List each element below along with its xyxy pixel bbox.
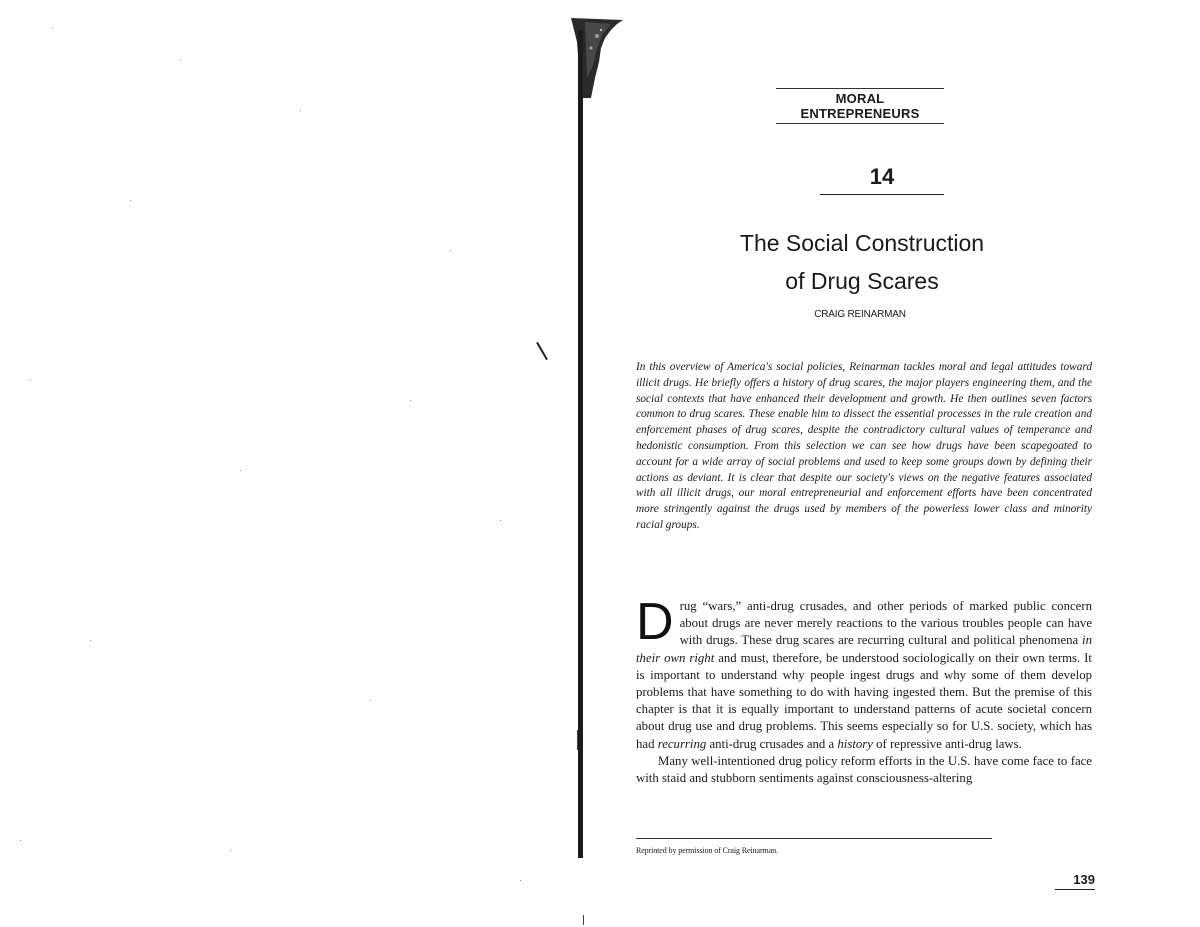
scan-mark	[583, 915, 584, 925]
running-head: MORAL ENTREPRENEURS	[776, 88, 944, 124]
drop-cap: D	[636, 593, 674, 651]
chapter-title	[700, 224, 1024, 300]
body-paragraph: Drug “wars,” anti-drug crusades, and other periods of marked public concern about drugs are never merely reactions to the various troubles people can have with drugs. These drug scares are recurring cultural and political phenomena in their own right and must, therefore, be understood sociologically on their own terms. It is important to understand why people ingest drugs and why some of them develop problems that have something to do with having ingested them. But the premise of this chapter is that it is equally important to understand patterns of acute societal concern about drug use and drug problems. This seems especially so for U.S. society, which has had recurring anti-drug crusades and a history of repressive anti-drug laws.	[636, 593, 1092, 751]
scan-mark	[536, 342, 548, 360]
scan-speck	[450, 250, 451, 251]
scan-speck	[500, 520, 501, 521]
left-blank-page	[0, 0, 578, 927]
scan-speck	[230, 850, 231, 851]
body-paragraph: Many well-intentioned drug policy reform efforts in the U.S. have come face to face with staid and stubborn sentiments against consciousness-altering	[636, 753, 1092, 786]
scan-speck	[90, 640, 91, 641]
scan-speck	[410, 400, 411, 401]
footnote: Reprinted by permission of Craig Reinarman.	[636, 846, 778, 855]
scan-speck	[52, 28, 53, 29]
body-text	[636, 593, 1092, 787]
chapter-author: CRAIG REINARMAN	[814, 309, 906, 320]
page-number: 139	[1055, 872, 1095, 890]
scan-speck	[180, 60, 181, 61]
chapter-number: 14	[820, 164, 944, 195]
scan-mark	[577, 730, 578, 750]
chapter-title-line-1: The Social Construction	[739, 230, 985, 256]
scan-speck	[130, 200, 131, 201]
scan-speck	[240, 470, 241, 471]
footnote-rule	[636, 838, 992, 839]
chapter-title-line-2: of Drug Scares	[785, 268, 939, 294]
scan-speck	[300, 110, 301, 111]
scan-speck	[20, 840, 21, 841]
scan-speck	[520, 880, 521, 881]
scan-speck	[370, 700, 371, 701]
scan-speck	[30, 380, 31, 381]
binding-line	[578, 30, 583, 858]
chapter-abstract: In this overview of America's social policies, Reinarman tackles moral and legal attitudes toward illicit drugs. He briefly offers a history of drug scares, the major players engineering them, and the social contexts that have enhanced their development and growth. He then outlines seven factors common to drug scares. These enable him to dissect the essential processes in the rule creation and enforcement phases of drug scares, despite the contradictory cultural values of temperance and hedonistic consumption. From this selection we can see how drugs have been scapegoated to account for a wide array of social problems and used to keep some groups down by defining their actions as deviant. It is clear that despite our society's views on the negative features associated with all illicit drugs, our moral entrepreneurial and enforcement efforts have been concentrated more stringently against the drugs used by members of the powerless lower class and minority racial groups.	[636, 361, 1092, 531]
